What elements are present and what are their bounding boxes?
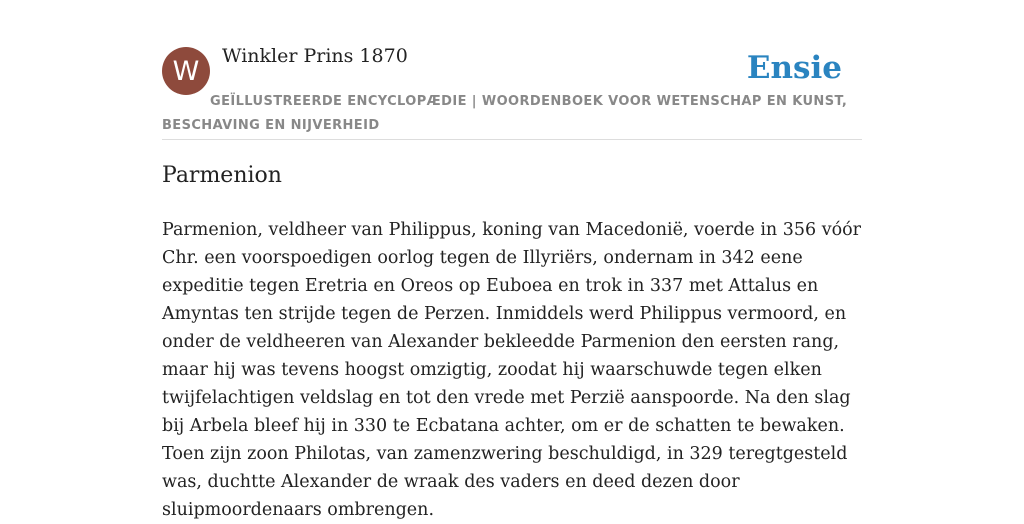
header-divider <box>162 139 862 140</box>
source-avatar[interactable]: W <box>162 47 210 95</box>
source-title[interactable]: Winkler Prins 1870 <box>222 45 408 67</box>
source-subtitle: GEÏLLUSTREERDE ENCYCLOPÆDIE | WOORDENBOEK VOOR WETENSCHAP EN KUNST, BESCHAVING EN NIJVERHEID <box>162 94 848 133</box>
entry-title: Parmenion <box>162 163 282 188</box>
entry-body: Parmenion, veldheer van Philippus, koning van Macedonië, voerde in 356 vóór Chr. een voorspoedigen oorlog tegen de Illyriërs, ondernam in 342 eene expeditie tegen Eretria en Oreos op Euboea en trok in 337 met Attalus en Amyntas ten strijde tegen de Perzen. Inmiddels werd Philippus vermoord, en onder de veldheeren van Alexander bekleedde Parmenion den eersten rang, maar hij was tevens hoogst omzigtig, zoodat hij waarschuwde tegen elken twijfelachtigen veldslag en tot den vrede met Perzië aanspoorde. Na den slag bij Arbela bleef hij in 330 te Ecbatana achter, om er de schatten te bewaken. Toen zijn zoon Philotas, van zamenzwering beschuldigd, in 329 teregtgesteld was, duchtte Alexander de wraak des vaders en deed dezen door sluipmoordenaars ombrengen. <box>162 220 862 520</box>
ensie-logo[interactable]: Ensie <box>746 50 842 86</box>
